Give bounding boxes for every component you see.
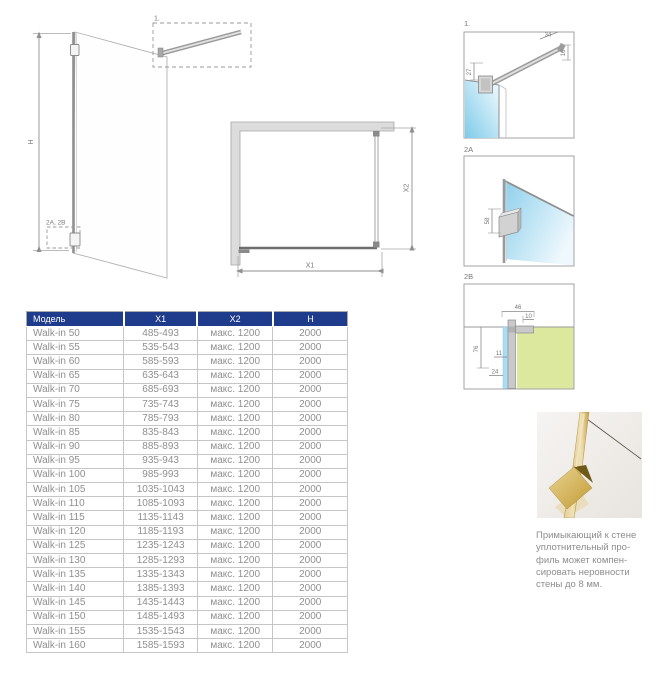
- wall-bracket-bottom: [70, 233, 80, 246]
- dim-24: 24: [491, 369, 499, 376]
- value-cell: макс. 1200: [197, 397, 273, 411]
- note-line: стены до 8 мм.: [536, 579, 603, 591]
- value-cell: макс. 1200: [197, 412, 273, 426]
- value-cell: 2000: [273, 369, 348, 383]
- table-row: [27, 440, 348, 454]
- note-line: филь может компен-: [536, 554, 628, 566]
- value-cell: 785-793: [124, 412, 198, 426]
- dim-10: 10: [525, 314, 532, 320]
- value-cell: 1235-1243: [124, 539, 198, 553]
- table-row: [27, 468, 348, 482]
- value-cell: 635-643: [124, 369, 198, 383]
- dim-34: 34: [544, 32, 552, 39]
- value-cell: макс. 1200: [197, 554, 273, 568]
- header-h: H: [273, 312, 348, 327]
- model-cell: Walk-in 125: [27, 539, 124, 553]
- value-cell: 2000: [273, 383, 348, 397]
- value-cell: макс. 1200: [197, 624, 273, 638]
- detail-panel-2a: [461, 142, 579, 268]
- header-model: Модель: [27, 312, 124, 327]
- value-cell: 2000: [273, 397, 348, 411]
- value-cell: 2000: [273, 497, 348, 511]
- wall-profile-plan: [239, 250, 250, 254]
- value-cell: 2000: [273, 341, 348, 355]
- table-row: [27, 582, 348, 596]
- detail-2a-label: 2A: [464, 145, 474, 154]
- model-cell: Walk-in 130: [27, 554, 124, 568]
- model-cell: Walk-in 115: [27, 511, 124, 525]
- value-cell: макс. 1200: [197, 511, 273, 525]
- detail-ref-1-label: 1.: [154, 15, 160, 23]
- value-cell: 885-893: [124, 440, 198, 454]
- table-row: [27, 539, 348, 553]
- model-cell: Walk-in 55: [27, 341, 124, 355]
- x1-dim-label: X1: [305, 262, 315, 270]
- wall-fill: [517, 328, 574, 389]
- model-cell: Walk-in 60: [27, 355, 124, 369]
- model-cell: Walk-in 85: [27, 426, 124, 440]
- model-cell: Walk-in 50: [27, 327, 124, 341]
- value-cell: 2000: [273, 440, 348, 454]
- value-cell: макс. 1200: [197, 639, 273, 653]
- dim-58: 58: [485, 217, 491, 225]
- table-row: [27, 568, 348, 582]
- value-cell: макс. 1200: [197, 596, 273, 610]
- table-row: [27, 369, 348, 383]
- plan-view-diagram: [230, 115, 425, 290]
- dim-76: 76: [474, 345, 480, 353]
- table-row: [27, 596, 348, 610]
- model-cell: Walk-in 90: [27, 440, 124, 454]
- model-cell: Walk-in 120: [27, 525, 124, 539]
- model-cell: Walk-in 75: [27, 397, 124, 411]
- value-cell: 2000: [273, 468, 348, 482]
- model-cell: Walk-in 135: [27, 568, 124, 582]
- table-row: [27, 327, 348, 341]
- value-cell: 2000: [273, 624, 348, 638]
- value-cell: 485-493: [124, 327, 198, 341]
- value-cell: макс. 1200: [197, 327, 273, 341]
- dim-27: 27: [467, 68, 473, 76]
- model-cell: Walk-in 110: [27, 497, 124, 511]
- value-cell: макс. 1200: [197, 483, 273, 497]
- table-row: [27, 341, 348, 355]
- value-cell: макс. 1200: [197, 454, 273, 468]
- value-cell: 2000: [273, 327, 348, 341]
- value-cell: 2000: [273, 454, 348, 468]
- model-cell: Walk-in 145: [27, 596, 124, 610]
- value-cell: 2000: [273, 355, 348, 369]
- model-cell: Walk-in 140: [27, 582, 124, 596]
- value-cell: макс. 1200: [197, 341, 273, 355]
- value-cell: 2000: [273, 412, 348, 426]
- value-cell: 2000: [273, 511, 348, 525]
- support-bar-connector: [158, 48, 163, 57]
- header-x2: X2: [197, 312, 273, 327]
- table-row: [27, 483, 348, 497]
- value-cell: 535-543: [124, 341, 198, 355]
- model-cell: Walk-in 70: [27, 383, 124, 397]
- detail-panel-1: [461, 16, 579, 140]
- value-cell: 685-693: [124, 383, 198, 397]
- value-cell: 2000: [273, 596, 348, 610]
- value-cell: макс. 1200: [197, 426, 273, 440]
- note-line: Примыкающий к стене: [536, 530, 637, 541]
- x2-dim-label: X2: [403, 183, 411, 193]
- table-row: [27, 426, 348, 440]
- value-cell: 2000: [273, 582, 348, 596]
- value-cell: 2000: [273, 426, 348, 440]
- model-cell: Walk-in 155: [27, 624, 124, 638]
- value-cell: 2000: [273, 610, 348, 624]
- table-row: [27, 624, 348, 638]
- value-cell: макс. 1200: [197, 355, 273, 369]
- value-cell: 835-843: [124, 426, 198, 440]
- value-cell: 585-593: [124, 355, 198, 369]
- detail-callout-1: [153, 23, 251, 67]
- value-cell: 935-943: [124, 454, 198, 468]
- table-row: [27, 497, 348, 511]
- value-cell: 1435-1443: [124, 596, 198, 610]
- value-cell: 1035-1043: [124, 483, 198, 497]
- detail-1-label: 1.: [464, 19, 471, 28]
- table-row: [27, 610, 348, 624]
- value-cell: 1585-1593: [124, 639, 198, 653]
- note-line: уплотнительный про-: [536, 542, 631, 554]
- table-row: [27, 454, 348, 468]
- value-cell: макс. 1200: [197, 610, 273, 624]
- value-cell: макс. 1200: [197, 440, 273, 454]
- detail-panel-2b: [461, 269, 579, 393]
- bar-wall-mount: [373, 131, 380, 137]
- height-dim-label: H: [28, 139, 35, 145]
- value-cell: 1335-1343: [124, 568, 198, 582]
- value-cell: 1135-1143: [124, 511, 198, 525]
- value-cell: 1285-1293: [124, 554, 198, 568]
- value-cell: 1185-1193: [124, 525, 198, 539]
- wall-profile-note: [536, 530, 666, 591]
- value-cell: макс. 1200: [197, 568, 273, 582]
- table-row: [27, 639, 348, 653]
- value-cell: 2000: [273, 639, 348, 653]
- note-line: сировать неровности: [536, 566, 630, 578]
- table-row: [27, 412, 348, 426]
- detail-2b-label: 2B: [464, 272, 474, 281]
- value-cell: макс. 1200: [197, 369, 273, 383]
- table-row: [27, 554, 348, 568]
- value-cell: 1485-1493: [124, 610, 198, 624]
- value-cell: 985-993: [124, 468, 198, 482]
- profile-photo: [537, 412, 642, 518]
- bar-glass-mount: [373, 242, 380, 248]
- value-cell: 2000: [273, 568, 348, 582]
- table-row: [27, 383, 348, 397]
- model-cell: Walk-in 105: [27, 483, 124, 497]
- value-cell: макс. 1200: [197, 582, 273, 596]
- table-row: [27, 355, 348, 369]
- model-cell: Walk-in 65: [27, 369, 124, 383]
- model-cell: Walk-in 100: [27, 468, 124, 482]
- dim-11: 11: [495, 351, 503, 357]
- value-cell: 2000: [273, 483, 348, 497]
- spec-table-body: [27, 327, 348, 653]
- table-row: [27, 397, 348, 411]
- model-cell: Walk-in 80: [27, 412, 124, 426]
- model-cell: Walk-in 95: [27, 454, 124, 468]
- value-cell: макс. 1200: [197, 468, 273, 482]
- value-cell: 2000: [273, 525, 348, 539]
- table-row: [27, 525, 348, 539]
- header-x1: X1: [124, 312, 198, 327]
- value-cell: макс. 1200: [197, 539, 273, 553]
- value-cell: 735-743: [124, 397, 198, 411]
- value-cell: макс. 1200: [197, 383, 273, 397]
- detail-ref-2ab-label: 2A, 2B: [46, 219, 66, 227]
- dim-16: 16: [561, 49, 567, 57]
- value-cell: 2000: [273, 554, 348, 568]
- wall-section: [231, 122, 394, 265]
- value-cell: 1535-1543: [124, 624, 198, 638]
- value-cell: макс. 1200: [197, 525, 273, 539]
- table-header-row: [27, 312, 348, 327]
- value-cell: макс. 1200: [197, 497, 273, 511]
- table-row: [27, 511, 348, 525]
- value-cell: 1385-1393: [124, 582, 198, 596]
- wall-bracket-top: [71, 45, 80, 56]
- glass-section: [503, 327, 508, 389]
- value-cell: 2000: [273, 539, 348, 553]
- model-cell: Walk-in 160: [27, 639, 124, 653]
- dim-46: 46: [514, 305, 522, 311]
- dimensions-table: [26, 311, 348, 653]
- value-cell: 1085-1093: [124, 497, 198, 511]
- model-cell: Walk-in 150: [27, 610, 124, 624]
